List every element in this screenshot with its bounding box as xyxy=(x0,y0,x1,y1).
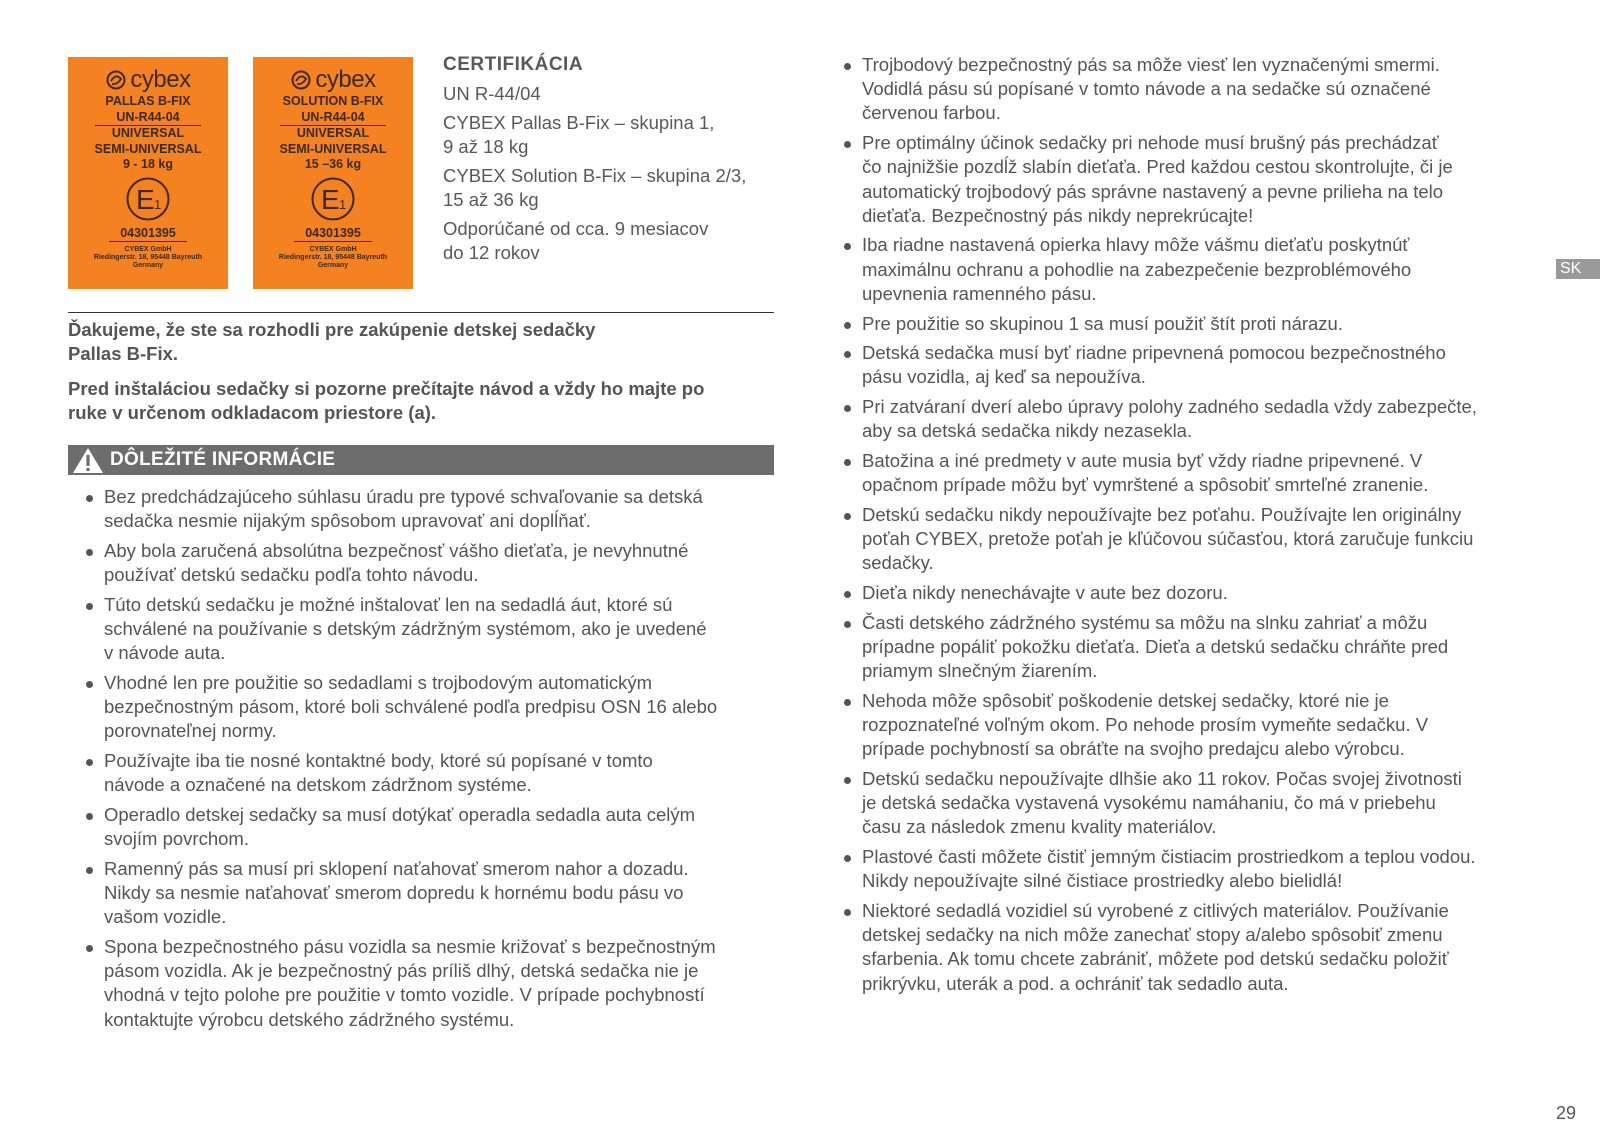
list-item: Túto detskú sedačku je možné inštalovať len na sedadlá áut, ktoré sú schválené na používanie s detským zádržným systémom, ako je uvedené v návode auta. xyxy=(84,593,784,666)
list-item: Batožina a iné predmety v aute musia byť vždy riadne pripevnené. V opačnom prípade môžu byť vymrštené a spôsobiť smrteľné zranenie. xyxy=(842,449,1542,497)
certification-line: CYBEX Solution B-Fix – skupina 2/3, 15 až 36 kg xyxy=(443,165,747,210)
list-item: Nehoda môže spôsobiť poškodenie detskej sedačky, ktoré nie je rozpoznateľné voľným okom. Po nehode prosím vymeňte sedačku. V prípade pochybností sa obráťte na svojho predajcu alebo výrobcu. xyxy=(842,689,1542,762)
e-mark-icon xyxy=(310,176,356,222)
certification-line: CYBEX Pallas B-Fix – skupina 1, 9 až 18 kg xyxy=(443,112,715,157)
list-item: Vhodné len pre použitie so sedadlami s trojbodovým automatickým bezpečnostným pásom, ktoré boli schválené podľa predpisu OSN 16 alebo porovnateľnej normy. xyxy=(84,671,784,744)
certification-title: CERTIFIKÁCIA xyxy=(443,54,584,75)
list-item: Bez predchádzajúceho súhlasu úradu pre typové schvaľovanie sa detská sedačka nesmie nijakým spôsobom upravovať ani doplĺňať. xyxy=(84,485,784,533)
e-mark-number: 1 xyxy=(154,196,162,212)
list-item: Spona bezpečnostného pásu vozidla sa nesmie križovať s bezpečnostným pásom vozidla. Ak je bezpečnostný pás príliš dlhý, detská sedačka nie je vhodná v tejto polohe pre použitie v tomto vozidle. V prípade pochybností kontaktujte výrobcu detského zádržného systému. xyxy=(84,935,784,1032)
list-item: Niektoré sedadlá vozidiel sú vyrobené z citlivých materiálov. Používanie detskej sedačky na nich môže zanechať stopy a/alebo spôsobiť zmenu sfarbenia. Ak tomu chcete zabrániť, môžete pod detskú sedačku položiť prikrývku, uterák a pod. a ochrániť tak sedadlo auta. xyxy=(842,899,1542,996)
label-country: Germany xyxy=(132,261,164,269)
approval-label-solution xyxy=(253,57,413,289)
list-item: Detskú sedačku nepoužívajte dlhšie ako 11 rokov. Počas svojej životnosti je detská sedačka vystavená vysokému namáhaniu, čo má v priebehu času za následok zmenu kvality materiálov. xyxy=(842,767,1542,840)
list-item: Detskú sedačku nikdy nepoužívajte bez poťahu. Používajte len originálny poťah CYBEX, pretože poťah je kľúčovou súčasťou, ktorá zaručuje funkciu sedačky. xyxy=(842,503,1542,576)
list-item: Trojbodový bezpečnostný pás sa môže viesť len vyznačenými smermi. Vodidlá pásu sú popísané v tomto návode a na sedačke sú označené červenou farbou. xyxy=(842,53,1542,126)
label-company: CYBEX GmbH xyxy=(309,245,357,253)
e-mark-letter: E xyxy=(136,183,155,215)
e-mark-number: 1 xyxy=(339,196,347,212)
certification-line: Odporúčané od cca. 9 mesiacov do 12 rokov xyxy=(443,218,709,263)
cybex-logo-icon xyxy=(105,69,127,91)
list-item: Aby bola zaručená absolútna bezpečnosť vášho dieťaťa, je nevyhnutné používať detskú sedačku podľa tohto návodu. xyxy=(84,539,784,587)
intro-section xyxy=(68,318,774,436)
label-company: CYBEX GmbH xyxy=(124,245,172,253)
label-category-universal: UNIVERSAL xyxy=(111,126,185,140)
list-item: Časti detského zádržného systému sa môžu na slnku zahriať a môžu príp​adne popáliť pokožku dieťaťa. Dieťa a detskú sedačku chráňte pred priamym slnečným žiarením. xyxy=(842,611,1542,684)
list-item: Detská sedačka musí byť riadne pripevnená pomocou bezpečnostného pásu vozidla, aj keď sa nepoužíva. xyxy=(842,341,1542,389)
list-item: Používajte iba tie nosné kontaktné body, ktoré sú popísané v tomto návode a označené na detskom zádržnom systéme. xyxy=(84,749,784,797)
list-item: Ramenný pás sa musí pri sklopení naťahovať smerom nahor a dozadu. Nikdy sa nesmie naťahovať smerom dopredu k hornému bodu pásu vo vašom vozidle. xyxy=(84,857,784,930)
section-divider xyxy=(68,312,774,313)
label-address: Riedingerstr. 18, 95448 Bayreuth xyxy=(93,253,203,261)
label-model: PALLAS B-FIX xyxy=(105,94,191,108)
important-info-list-right xyxy=(842,53,1542,1001)
label-country: Germany xyxy=(317,261,349,269)
brand-name: cybex xyxy=(315,66,376,93)
label-category-semi-universal: SEMI-UNIVERSAL xyxy=(279,141,387,156)
language-tab: SK xyxy=(1556,259,1600,279)
brand-name: cybex xyxy=(130,66,191,93)
intro-read-first: Pred inštaláciou sedačky si pozorne prečítajte návod a vždy ho majte po ruke v určenom odkladacom priestore (a). xyxy=(68,378,705,423)
label-regulation: UN-R44-04 xyxy=(95,110,201,127)
approval-label-pallas xyxy=(68,57,228,289)
important-info-list-left xyxy=(84,485,784,1037)
label-address: Riedingerstr. 18, 95448 Bayreuth xyxy=(278,253,388,261)
e-mark-letter: E xyxy=(321,183,340,215)
label-weight: 9 - 18 kg xyxy=(122,157,174,171)
warning-triangle-icon xyxy=(72,447,104,474)
important-info-title: DÔLEŽITÉ INFORMÁCIE xyxy=(110,449,336,470)
list-item: Iba riadne nastavená opierka hlavy môže vášmu dieťaťu poskytnúť maximálnu ochranu a pohodlie na zabezpečenie bezproblémového upevnenia ramenného pásu. xyxy=(842,233,1542,306)
e-mark-icon xyxy=(125,176,171,222)
label-category-universal: UNIVERSAL xyxy=(296,126,370,140)
label-regulation: UN-R44-04 xyxy=(280,110,386,127)
cybex-logo-icon xyxy=(290,69,312,91)
cybex-logo xyxy=(68,66,228,94)
certification-lines xyxy=(443,82,783,265)
list-item: Pre použitie so skupinou 1 sa musí použiť štít proti nárazu. xyxy=(842,312,1542,336)
list-item: Plastové časti môžete čistiť jemným čistiacim prostriedkom a teplou vodou. Nikdy nepoužívajte silné čistiace prostriedky alebo bielidlá! xyxy=(842,845,1542,893)
list-item: Pri zatváraní dverí alebo úpravy polohy zadného sedadla vždy zabezpečte, aby sa detská sedačka nikdy nezasekla. xyxy=(842,395,1542,443)
certification-section xyxy=(443,53,783,270)
label-approval-number: 04301395 xyxy=(109,225,187,242)
important-info-header xyxy=(68,445,774,475)
intro-thanks: Ďakujeme, že ste sa rozhodli pre zakúpenie detskej sedačky Pallas B-Fix. xyxy=(68,319,596,364)
page-number: 29 xyxy=(1556,1103,1577,1123)
list-item: Operadlo detskej sedačky sa musí dotýkať operadla sedadla auta celým svojím povrchom. xyxy=(84,803,784,851)
label-model: SOLUTION B-FIX xyxy=(282,94,384,108)
label-approval-number: 04301395 xyxy=(294,225,372,242)
list-item: Pre optimálny účinok sedačky pri nehode musí brušný pás prechádzať čo najnižšie pozdĺž slabín dieťaťa. Pred každou cestou skontrolujte, či je automatický trojbodový pás správne nastavený a pevne prilieha na telo dieťaťa. Bezpečnostný pás nikdy neprekrúcajte! xyxy=(842,131,1542,228)
label-category-semi-universal: SEMI-UNIVERSAL xyxy=(94,141,202,156)
certification-line: UN R-44/04 xyxy=(443,83,541,104)
label-weight: 15 –36 kg xyxy=(304,157,362,171)
list-item: Dieťa nikdy nenechávajte v aute bez dozoru. xyxy=(842,581,1542,605)
cybex-logo xyxy=(253,66,413,94)
